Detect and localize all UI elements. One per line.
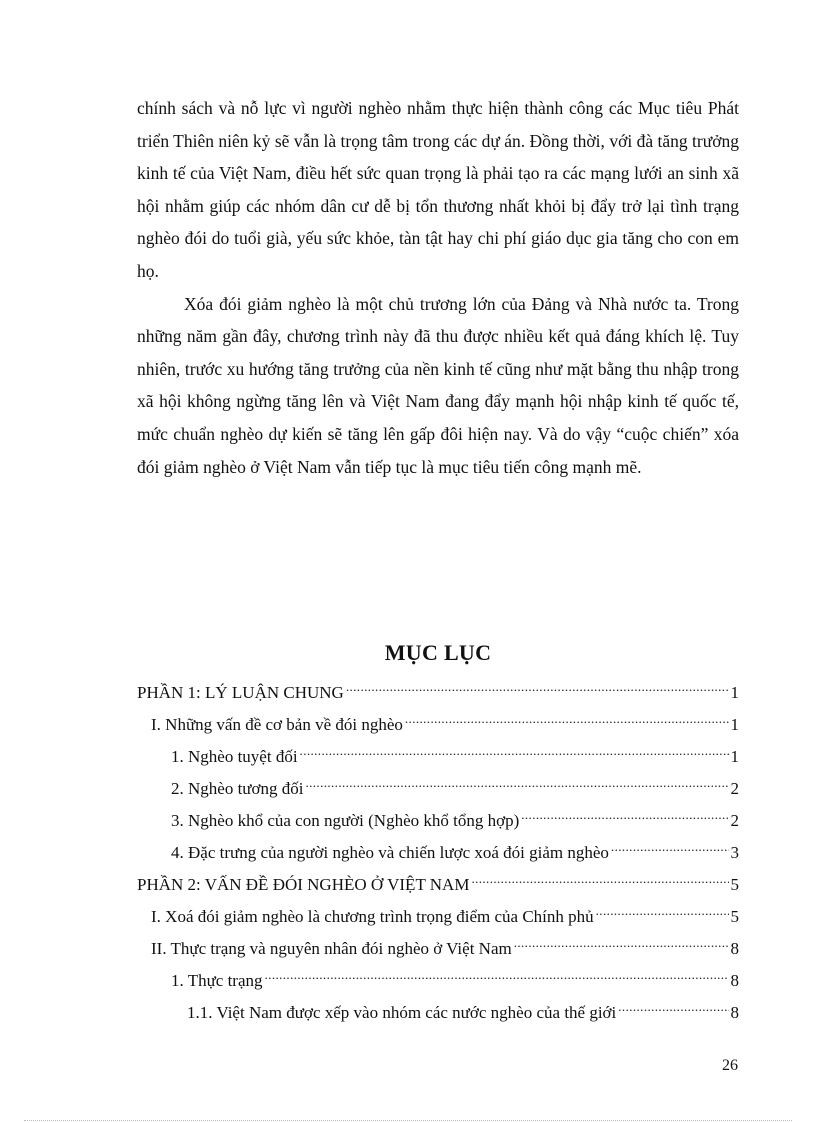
toc-entry-label: 4. Đặc trưng của người nghèo và chiến lược xoá đói giảm nghèo [171,843,609,862]
toc-entry-label: 1. Nghèo tuyệt đối [171,747,298,766]
toc-entry-label: 2. Nghèo tương đối [171,779,304,798]
toc-dot-leader [471,870,728,890]
toc-dot-leader [596,902,729,922]
toc-entry-1-3[interactable] [137,806,739,838]
toc-title: MỤC LỤC [384,640,492,665]
toc-entry-page: 2 [730,811,739,830]
toc-dot-leader [300,742,729,762]
toc-entry-page: 5 [730,907,739,926]
toc-entry-label: I. Những vấn đề cơ bản về đói nghèo [151,715,403,734]
paragraph-2: Xóa đói giảm nghèo là một chủ trương lớn của Đảng và Nhà nước ta. Trong những năm gần đây, chương trình này đã thu được nhiều kết quả đáng khích lệ. Tuy nhiên, trước xu hướng tăng trưởng của nền kinh tế cũng như mặt bằng thu nhập trong xã hội không ngừng tăng lên và Việt Nam đang đẩy mạnh hội nhập kinh tế quốc tế, mức chuẩn nghèo dự kiến sẽ tăng lên gấp đôi hiện nay. Và do vậy “cuộc chiến” xóa đói giảm nghèo ở Việt Nam vẫn tiếp tục là mục tiêu tiến công mạnh mẽ. [137,293,739,477]
toc-entry-label: II. Thực trạng và nguyên nhân đói nghèo ở Việt Nam [151,939,512,958]
body-text [137,92,739,483]
toc-entry-part-2-section-i[interactable] [137,902,739,934]
toc-dot-leader [611,838,729,858]
toc-entry-page: 1 [730,715,739,734]
toc-entry-page: 5 [730,875,739,894]
toc-dot-leader [305,774,728,794]
toc-entry-1-4[interactable] [137,838,739,870]
page-number: 26 [722,1057,738,1074]
toc-entry-1-1[interactable] [137,742,739,774]
toc-dot-leader [521,806,728,826]
toc-dot-leader [514,934,729,954]
paragraph-1: chính sách và nỗ lực vì người nghèo nhằm thực hiện thành công các Mục tiêu Phát triển Thiên niên kỷ sẽ vẫn là trọng tâm trong các dự án. Đồng thời, với đà tăng trưởng kinh tế của Việt Nam, điều hết sức quan trọng là phải tạo ra các mạng lưới an sinh xã hội nhằm giúp các nhóm dân cư dễ bị tổn thương nhất khỏi bị đẩy trở lại tình trạng nghèo đói do tuổi già, yếu sức khỏe, tàn tật hay chi phí giáo dục gia tăng cho con em họ. [137,98,739,281]
toc-entry-2-ii-1[interactable] [137,966,739,998]
toc-entry-label: PHẦN 1: LÝ LUẬN CHUNG [137,683,344,702]
toc-entry-label: 1. Thực trạng [171,971,263,990]
toc-entry-label: 3. Nghèo khổ của con người (Nghèo khổ tổng hợp) [171,811,520,830]
toc-entry-page: 8 [730,971,739,990]
toc-entry-label: 1.1. Việt Nam được xếp vào nhóm các nước nghèo của thế giới [187,1003,617,1022]
toc-entry-part-2-section-ii[interactable] [137,934,739,966]
toc-entry-2-ii-1-1[interactable] [137,998,739,1030]
toc-entry-page: 8 [730,939,739,958]
toc-entry-part-1-section-i[interactable] [137,710,739,742]
toc-entry-part-2[interactable] [137,870,739,902]
toc-dot-leader [346,678,729,698]
toc-dot-leader [405,710,729,730]
toc-entry-label: I. Xoá đói giảm nghèo là chương trình trọng điểm của Chính phủ [151,907,594,926]
toc-entry-part-1[interactable] [137,678,739,710]
toc-entry-page: 1 [730,683,739,702]
toc-entry-page: 1 [730,747,739,766]
toc-entry-page: 8 [730,1003,739,1022]
toc-dot-leader [618,998,728,1018]
toc-entry-page: 2 [730,779,739,798]
toc-entry-label: PHẦN 2: VẤN ĐỀ ĐÓI NGHÈO Ở VIỆT NAM [137,875,470,894]
toc-entry-1-2[interactable] [137,774,739,806]
toc-entry-page: 3 [730,843,739,862]
page-bottom-divider [24,1120,792,1121]
toc-dot-leader [265,966,729,986]
